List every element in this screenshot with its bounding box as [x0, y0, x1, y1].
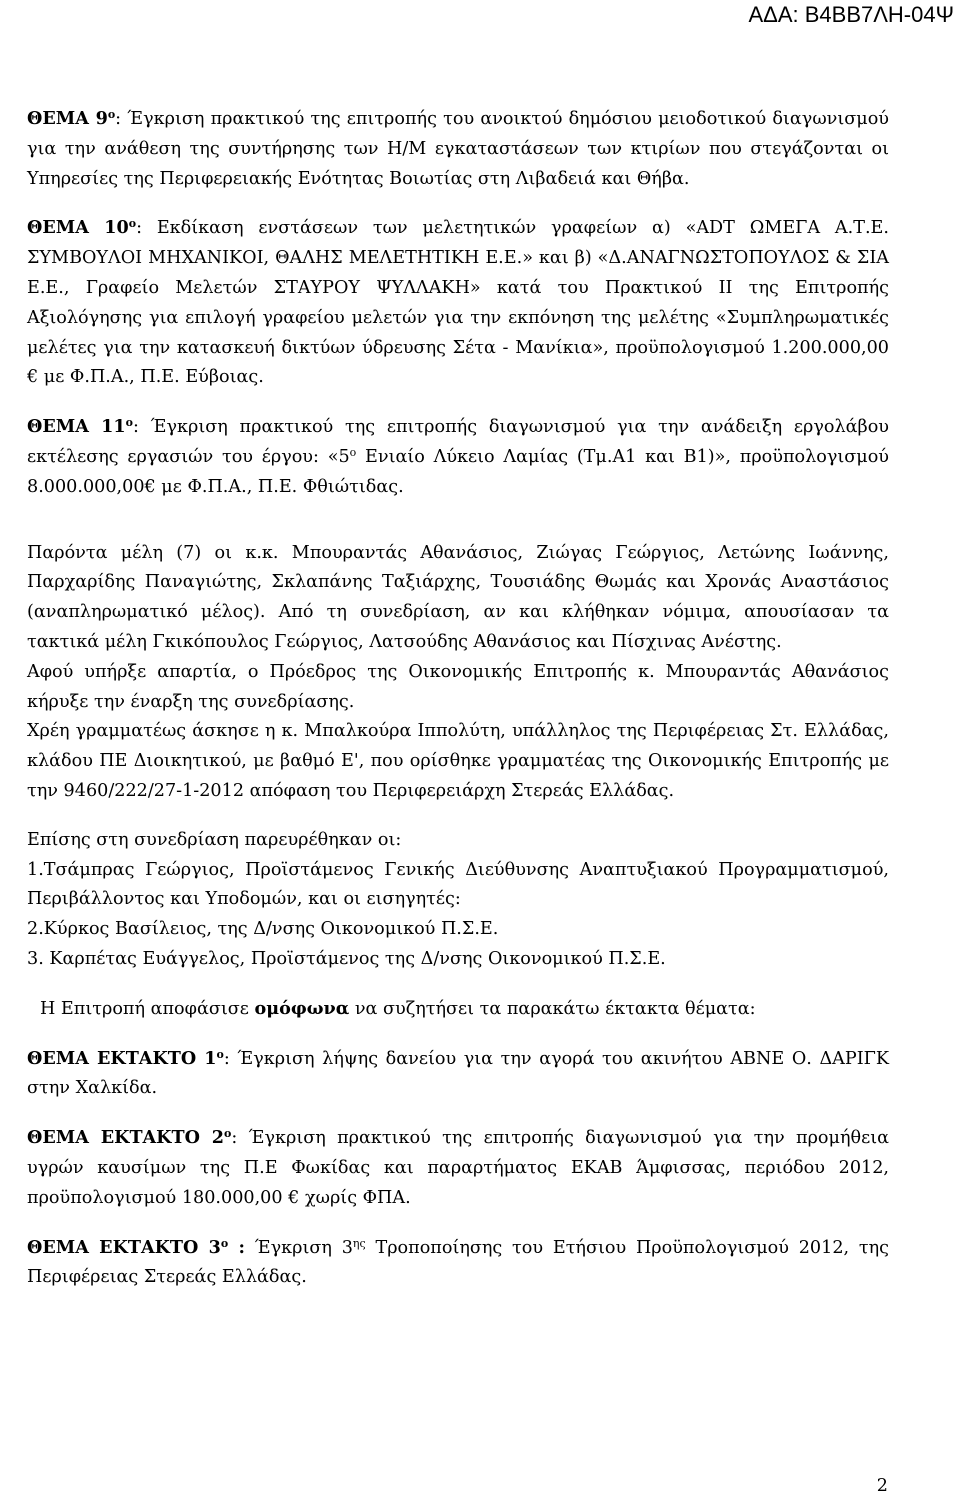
theme-10-label: ΘΕΜΑ $10^o$ — [27, 217, 137, 239]
extra-theme-1-label: ΘΕΜΑ ΕΚΤΑΚΤΟ $1^o$ — [27, 1047, 224, 1069]
decision-paragraph: Η Επιτροπή αποφάσισε ομόφωνα να συζητήσει τα παρακάτω έκτακτα θέματα: — [40, 997, 756, 1019]
theme-10 — [27, 213, 889, 393]
extra-theme-3-label: ΘΕΜΑ ΕΚΤΑΚΤΟ $3^o$ : — [27, 1236, 246, 1258]
extra-theme-2-label: ΘΕΜΑ ΕΚΤΑΚΤΟ $2^o$ — [27, 1127, 232, 1149]
theme-9-label: ΘΕΜΑ $9^o$ — [27, 108, 116, 129]
secretary-paragraph: Χρέη γραμματέως άσκησε η κ. Μπαλκούρα Ιππολύτη, υπάλληλος της Περιφέρειας Στ. Ελλάδας, κλάδου ΠΕ Διοικητικού, με βαθμό Ε', που ορίσθηκε γραμματέας της Οικονομικής Επιτροπής με την 9460/222/27-1-2012 απόφαση του Περιφερειάρχη Στερεάς Ελλάδας. — [27, 721, 889, 801]
also-present-item-1: 1.Τσάμπρας Γεώργιος, Προϊστάμενος Γενικής Διεύθυνσης Αναπτυξιακού Προγραμματισμού, Περιβάλλοντος και Υποδομών, και οι εισηγητές: — [27, 859, 889, 910]
also-present-intro: Επίσης στη συνεδρίαση παρευρέθηκαν οι: — [27, 829, 402, 850]
theme-9 — [27, 104, 889, 194]
quorum-paragraph: Αφού υπήρξε απαρτία, ο Πρόεδρος της Οικονομικής Επιτροπής κ. Μπουραντάς Αθανάσιος κήρυξε την έναρξη της συνεδρίασης. — [27, 661, 889, 712]
theme-10-text: : Εκδίκαση ενστάσεων των μελετητικών γραφείων α) «ADT ΩΜΕΓΑ Α.Τ.Ε. ΣΥΜΒΟΥΛΟΙ ΜΗΧΑΝΙΚΟΙ, ΘΑΛΗΣ ΜΕΛΕΤΗΤΙΚΗ Ε.Ε.» και β) «Δ.ΑΝΑΓΝΩΣΤΟΠΟΥΛΟΣ & ΣΙΑ Ε.Ε., Γραφείο Μελετών ΣΤΑΥΡΟΥ ΨΥΛΛΑΚΗ» κατά του Πρακτικού ΙΙ της Επιτροπής Αξιολόγησης για επιλογή γραφείου μελετών για την εκπόνηση της μελέτης «Συμπληρωματικές μελέτες για την κατασκευή δικτύων ύδρευσης Σέτα - Μανίκια», προϋπολογισμού 1.200.000,00 € με Φ.Π.Α., Π.Ε. Εύβοιας. — [27, 218, 889, 388]
present-members: Παρόντα μέλη (7) οι κ.κ. Μπουραντάς Αθανάσιος, Ζιώγας Γεώργιος, Λετώνης Ιωάννης, Παρχαρίδης Παναγιώτης, Σκλαπάνης Ταξιάρχης, Τουσιάδης Θωμάς και Χρονάς Αναστάσιος (αναπληρωματικό μέλος). Από τη συνεδρίαση, αν και κλήθηκαν νόμιμα, απουσίασαν τα τακτικά μέλη Γκικόπουλος Γεώργιος, Λατσούδης Αθανάσιος και Πίσχινας Ανέστης. — [27, 542, 889, 652]
theme-11: ΘΕΜΑ $11^o$: Έγκριση πρακτικού της επιτροπής διαγωνισμού για την ανάδειξη εργολάβου εκτέλεσης εργασιών του έργου: «$5^o$ Ενιαίο Λύκειο Λαμίας (Τμ.Α1 και Β1)», προϋπολογισμού 8.000.000,00€ με Φ.Π.Α., Π.Ε. Φθιώτιδας. — [27, 416, 889, 497]
extra-theme-3: ΘΕΜΑ ΕΚΤΑΚΤΟ $3^o$ : Έγκριση $3^{\eta\varsigma}$ Τροποποίησης του Ετήσιου Προϋπολογισμού 2012, της Περιφέρειας Στερεάς Ελλάδας. — [27, 1236, 890, 1288]
document-body — [27, 104, 889, 1293]
unanimous-word: ομόφωνα — [254, 997, 350, 1019]
also-present-item-3: 3. Καρπέτας Ευάγγελος, Προϊστάμενος της Δ/νσης Οικονομικού Π.Σ.Ε. — [27, 948, 666, 969]
extra-theme-1: ΘΕΜΑ ΕΚΤΑΚΤΟ $1^o$: Έγκριση λήψης δανείου για την αγορά του ακινήτου ΑΒΝΕ Ο. ΔΑΡΙΓΚ στην Χαλκίδα. — [27, 1047, 889, 1099]
theme-11-label: ΘΕΜΑ $11^o$ — [27, 416, 133, 438]
ada-code: ΑΔΑ: Β4ΒΒ7ΛΗ-04Ψ — [748, 2, 954, 27]
theme-9-text: : Έγκριση πρακτικού της επιτροπής του ανοικτού δημόσιου μειοδοτικού διαγωνισμού για την ανάθεση της συντήρησης των Η/Μ εγκαταστάσεων των κτιρίων που στεγάζονται οι Υπηρεσίες της Περιφερειακής Ενότητας Βοιωτίας στη Λιβαδειά και Θήβα. — [27, 109, 889, 189]
also-present-item-2: 2.Κύρκος Βασίλειος, της Δ/νσης Οικονομικού Π.Σ.Ε. — [27, 919, 499, 940]
page-number: 2 — [876, 1476, 888, 1496]
extra-theme-2: ΘΕΜΑ ΕΚΤΑΚΤΟ $2^o$: Έγκριση πρακτικού της επιτροπής διαγωνισμού για την προμήθεια υγρών καυσίμων της Π.Ε Φωκίδας και παραρτήματος ΕΚΑΒ Άμφισσας, περιόδου 2012, προϋπολογισμού 180.000,00 € χωρίς ΦΠΑ. — [27, 1127, 889, 1208]
